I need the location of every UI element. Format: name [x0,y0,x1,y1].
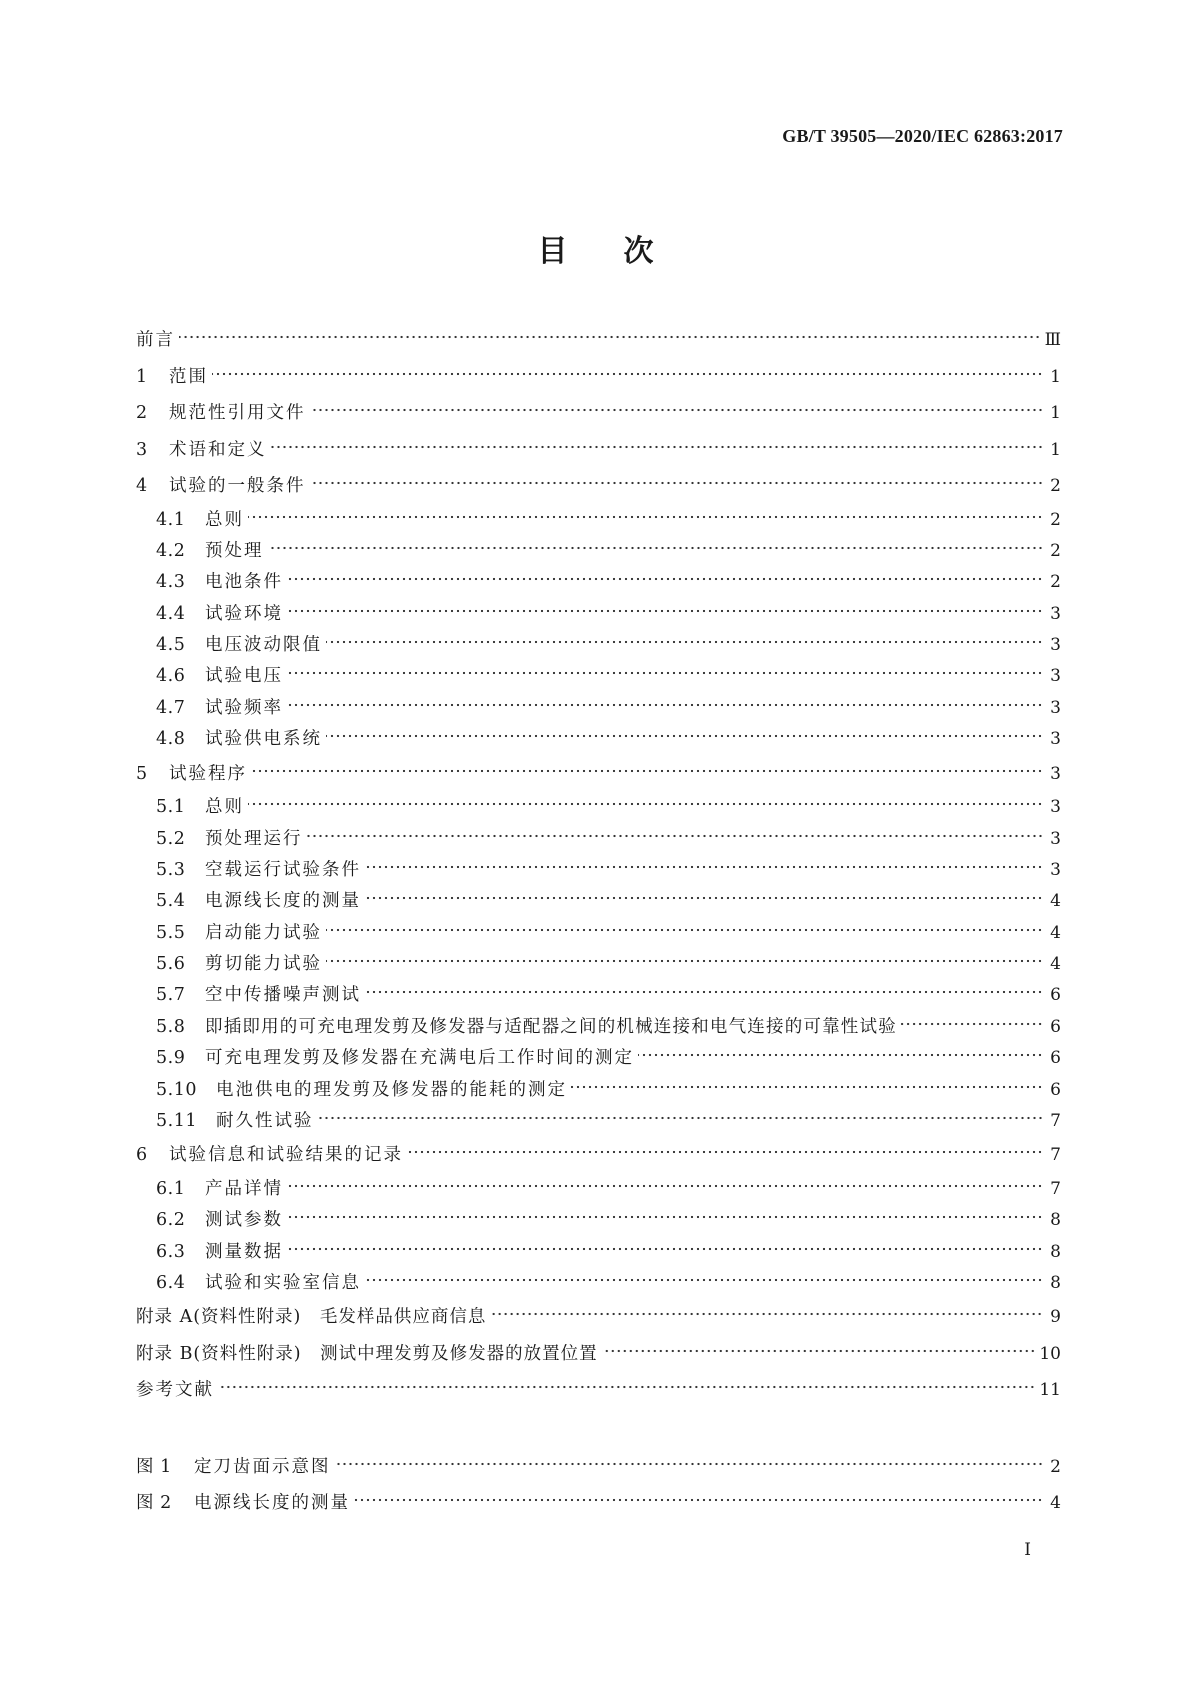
figure-label: 电源线长度的测量 [194,1493,350,1514]
toc-entry-page: 7 [1050,1178,1061,1199]
toc-entry-label: 电池条件 [205,572,283,593]
page-title: 目次 [537,234,710,269]
toc-entry-page: 3 [1050,697,1061,718]
toc-entry-number: 6.4 [156,1273,186,1294]
toc-entry-page: 3 [1050,828,1061,849]
toc-entry-number: 4.1 [156,509,186,530]
toc-entry-label: 空中传播噪声测试 [205,985,361,1006]
toc-subentry[interactable] [136,824,1061,855]
toc-entry-label: 电压波动限值 [205,635,322,656]
toc-subentry[interactable] [136,1174,1061,1205]
leader-dots [901,1020,1043,1028]
toc-entry-label: 电池供电的理发剪及修发器的能耗的测定 [216,1079,567,1100]
toc-entry-number: 5.9 [156,1048,186,1069]
toc-entry[interactable] [136,395,1061,432]
toc-entry-label: 试验信息和试验结果的记录 [169,1145,403,1166]
toc-entry-number: 5 [136,763,148,784]
leader-dots [287,1245,1043,1253]
standard-code: GB/T 39505—2020/IEC 62863:2017 [782,126,1063,146]
toc-entry-number: 4.3 [156,572,186,593]
toc-entry-label: 总则 [205,797,244,818]
toc-entry-number: 5.3 [156,859,186,880]
figure-page: 2 [1050,1456,1061,1477]
toc-entry-number: 4.2 [156,540,186,561]
toc-entry-page: 7 [1050,1111,1061,1132]
leader-dots [248,513,1043,521]
toc-entry-label: 试验和实验室信息 [205,1273,361,1294]
toc-entry-label: 试验程序 [169,763,247,784]
leader-dots [571,1083,1043,1091]
leader-dots [335,1460,1044,1468]
leader-dots [287,575,1043,583]
leader-dots [310,406,1044,414]
leader-dots [287,669,1043,677]
leader-dots [318,1114,1044,1122]
toc-subentry[interactable] [136,536,1061,567]
toc-entry-page: 1 [1050,403,1061,423]
leader-dots [287,1213,1043,1221]
toc-entry-number: 5.11 [156,1111,197,1132]
toc-entry[interactable] [136,432,1061,469]
toc-subentry[interactable] [136,918,1061,949]
toc-entry-number: 1 [136,366,148,387]
leader-dots [326,732,1043,740]
toc-entry-number: 4.5 [156,635,186,656]
toc-entry-label: 剪切能力试验 [205,954,322,975]
toc-entry-number: 6 [136,1145,148,1166]
leader-dots [326,926,1043,934]
leader-dots [326,638,1043,646]
toc-subentry[interactable] [136,792,1061,823]
figure-entry[interactable] [136,1485,1061,1522]
toc-entry-label: 附录 A(资料性附录) 毛发样品供应商信息 [136,1307,487,1328]
toc-subentry[interactable] [136,1268,1061,1299]
figure-label: 定刀齿面示意图 [194,1456,331,1477]
toc-entry-annex-b[interactable] [136,1336,1061,1373]
toc-entry-label: 总则 [205,509,244,530]
toc-entry-page: 2 [1050,476,1061,496]
leader-dots [271,443,1044,451]
toc-entry-page: 4 [1050,922,1061,943]
figure-entry[interactable] [136,1449,1061,1486]
toc-entry-number: 4.6 [156,666,186,687]
leader-dots [310,479,1044,487]
toc-subentry[interactable] [136,1075,1061,1106]
toc-entry-label: 范围 [169,366,208,387]
toc-entry-label: 测量数据 [205,1241,283,1262]
leader-dots [251,767,1043,775]
toc-entry-label: 空载运行试验条件 [205,859,361,880]
toc-entry-number: 4.4 [156,603,186,624]
toc-entry-page: 9 [1050,1307,1061,1328]
toc-entry-label: 试验频率 [205,697,283,718]
leader-dots [365,894,1043,902]
toc-entry-page: 3 [1050,729,1061,750]
toc-subentry[interactable] [136,724,1061,755]
toc-entry-page: 3 [1050,797,1061,818]
toc-entry-label: 预处理 [205,540,264,561]
toc-entry-page: 2 [1050,572,1061,593]
toc-entry-number: 5.5 [156,922,186,943]
toc-entry-label: 测试参数 [205,1210,283,1231]
leader-dots [326,957,1043,965]
leader-dots [248,800,1043,808]
figure-page: 4 [1050,1493,1061,1514]
toc-entry-page: 11 [1039,1380,1061,1401]
toc-subentry[interactable] [136,567,1061,598]
toc-subentry[interactable] [136,1237,1061,1268]
toc-entry[interactable] [136,756,1061,793]
toc-entry-number: 5.2 [156,828,186,849]
toc-entry-page: 10 [1039,1343,1061,1364]
leader-dots [212,370,1043,378]
toc-subentry[interactable] [136,855,1061,886]
toc-entry-label: 参考文献 [136,1380,214,1401]
toc-entry-page: 6 [1050,1016,1061,1037]
leader-dots [307,832,1044,840]
toc-subentry[interactable] [136,1012,1061,1043]
toc-entry-label: 术语和定义 [169,439,267,460]
toc-entry-label: 产品详情 [205,1178,283,1199]
leader-dots [287,1182,1043,1190]
toc-entry-page: 3 [1050,635,1061,656]
leader-dots [365,863,1043,871]
toc-entry-label: 附录 B(资料性附录) 测试中理发剪及修发器的放置位置 [136,1343,598,1364]
toc-entry-label: 试验供电系统 [205,729,322,750]
toc-entry-references[interactable] [136,1372,1061,1409]
toc-subentry[interactable] [136,980,1061,1011]
toc-entry-number: 2 [136,403,148,423]
toc-subentry[interactable] [136,1205,1061,1236]
toc-subentry[interactable] [136,599,1061,630]
toc-subentry[interactable] [136,693,1061,724]
toc-subentry[interactable] [136,1043,1061,1074]
leader-dots [268,544,1044,552]
toc-entry-label: 即插即用的可充电理发剪及修发器与适配器之间的机械连接和电气连接的可靠性试验 [205,1016,897,1037]
toc-subentry[interactable] [136,886,1061,917]
toc-entry-label: 可充电理发剪及修发器在充满电后工作时间的测定 [205,1048,634,1069]
toc-entry-label: 电源线长度的测量 [205,891,361,912]
leader-dots [354,1496,1043,1504]
toc-subentry[interactable] [136,505,1061,536]
toc-entry-page: 3 [1050,859,1061,880]
toc-entry-number: 6.3 [156,1241,186,1262]
toc-entry-page: 6 [1050,1048,1061,1069]
leader-dots [287,701,1043,709]
toc-entry-number: 3 [136,439,148,460]
toc-entry-page: 3 [1050,603,1061,624]
toc-entry[interactable] [136,468,1061,505]
toc-entry-page: 8 [1050,1241,1061,1262]
toc-entry-number: 4 [136,476,148,496]
toc-entry-number: 5.7 [156,985,186,1006]
toc-entry-number: 6.2 [156,1210,186,1231]
toc-subentry[interactable] [136,661,1061,692]
leader-dots [365,1276,1043,1284]
toc-entry-preface[interactable] [136,322,1061,359]
figure-number: 图 1 [136,1456,172,1477]
page-number: I [1024,1540,1031,1560]
leader-dots [218,1383,1035,1391]
toc-entry-label: 规范性引用文件 [169,403,306,423]
leader-dots [490,1310,1043,1318]
toc-entry-page: 8 [1050,1210,1061,1231]
leader-dots [179,333,1041,341]
toc-entry-page: 6 [1050,1079,1061,1100]
toc-entry-label: 预处理运行 [205,828,303,849]
toc-entry[interactable] [136,1137,1061,1174]
toc-entry-page: 3 [1050,763,1061,784]
toc-subentry[interactable] [136,630,1061,661]
toc-entry-label: 试验的一般条件 [169,476,306,496]
toc-entry-number: 5.4 [156,891,186,912]
toc-entry-page: 1 [1050,366,1061,387]
toc-entry-annex-a[interactable] [136,1299,1061,1336]
toc-entry-page: 2 [1050,540,1061,561]
toc-entry-label: 试验环境 [205,603,283,624]
toc-entry-page: 8 [1050,1273,1061,1294]
toc-entry-number: 6.1 [156,1178,186,1199]
toc-entry-number: 5.1 [156,797,186,818]
toc-entry-page: 3 [1050,666,1061,687]
toc-entry-page: 6 [1050,985,1061,1006]
toc-entry-number: 5.6 [156,954,186,975]
toc-entry-page: 4 [1050,891,1061,912]
table-of-contents [136,322,1061,1522]
toc-entry-number: 4.7 [156,697,186,718]
toc-subentry[interactable] [136,949,1061,980]
toc-entry-label: 前言 [136,330,175,350]
toc-entry-page: Ⅲ [1044,330,1061,350]
toc-subentry[interactable] [136,1106,1061,1137]
toc-entry[interactable] [136,359,1061,396]
toc-entry-label: 启动能力试验 [205,922,322,943]
toc-entry-label: 耐久性试验 [216,1111,314,1132]
leader-dots [365,988,1043,996]
toc-entry-page: 1 [1050,439,1061,460]
toc-entry-page: 4 [1050,954,1061,975]
toc-entry-page: 7 [1050,1145,1061,1166]
leader-dots [407,1148,1043,1156]
toc-entry-number: 5.10 [156,1079,197,1100]
leader-dots [287,607,1043,615]
leader-dots [602,1347,1036,1355]
toc-entry-label: 试验电压 [205,666,283,687]
toc-entry-number: 4.8 [156,729,186,750]
leader-dots [638,1051,1043,1059]
toc-entry-number: 5.8 [156,1016,186,1037]
figure-number: 图 2 [136,1493,172,1514]
toc-entry-page: 2 [1050,509,1061,530]
